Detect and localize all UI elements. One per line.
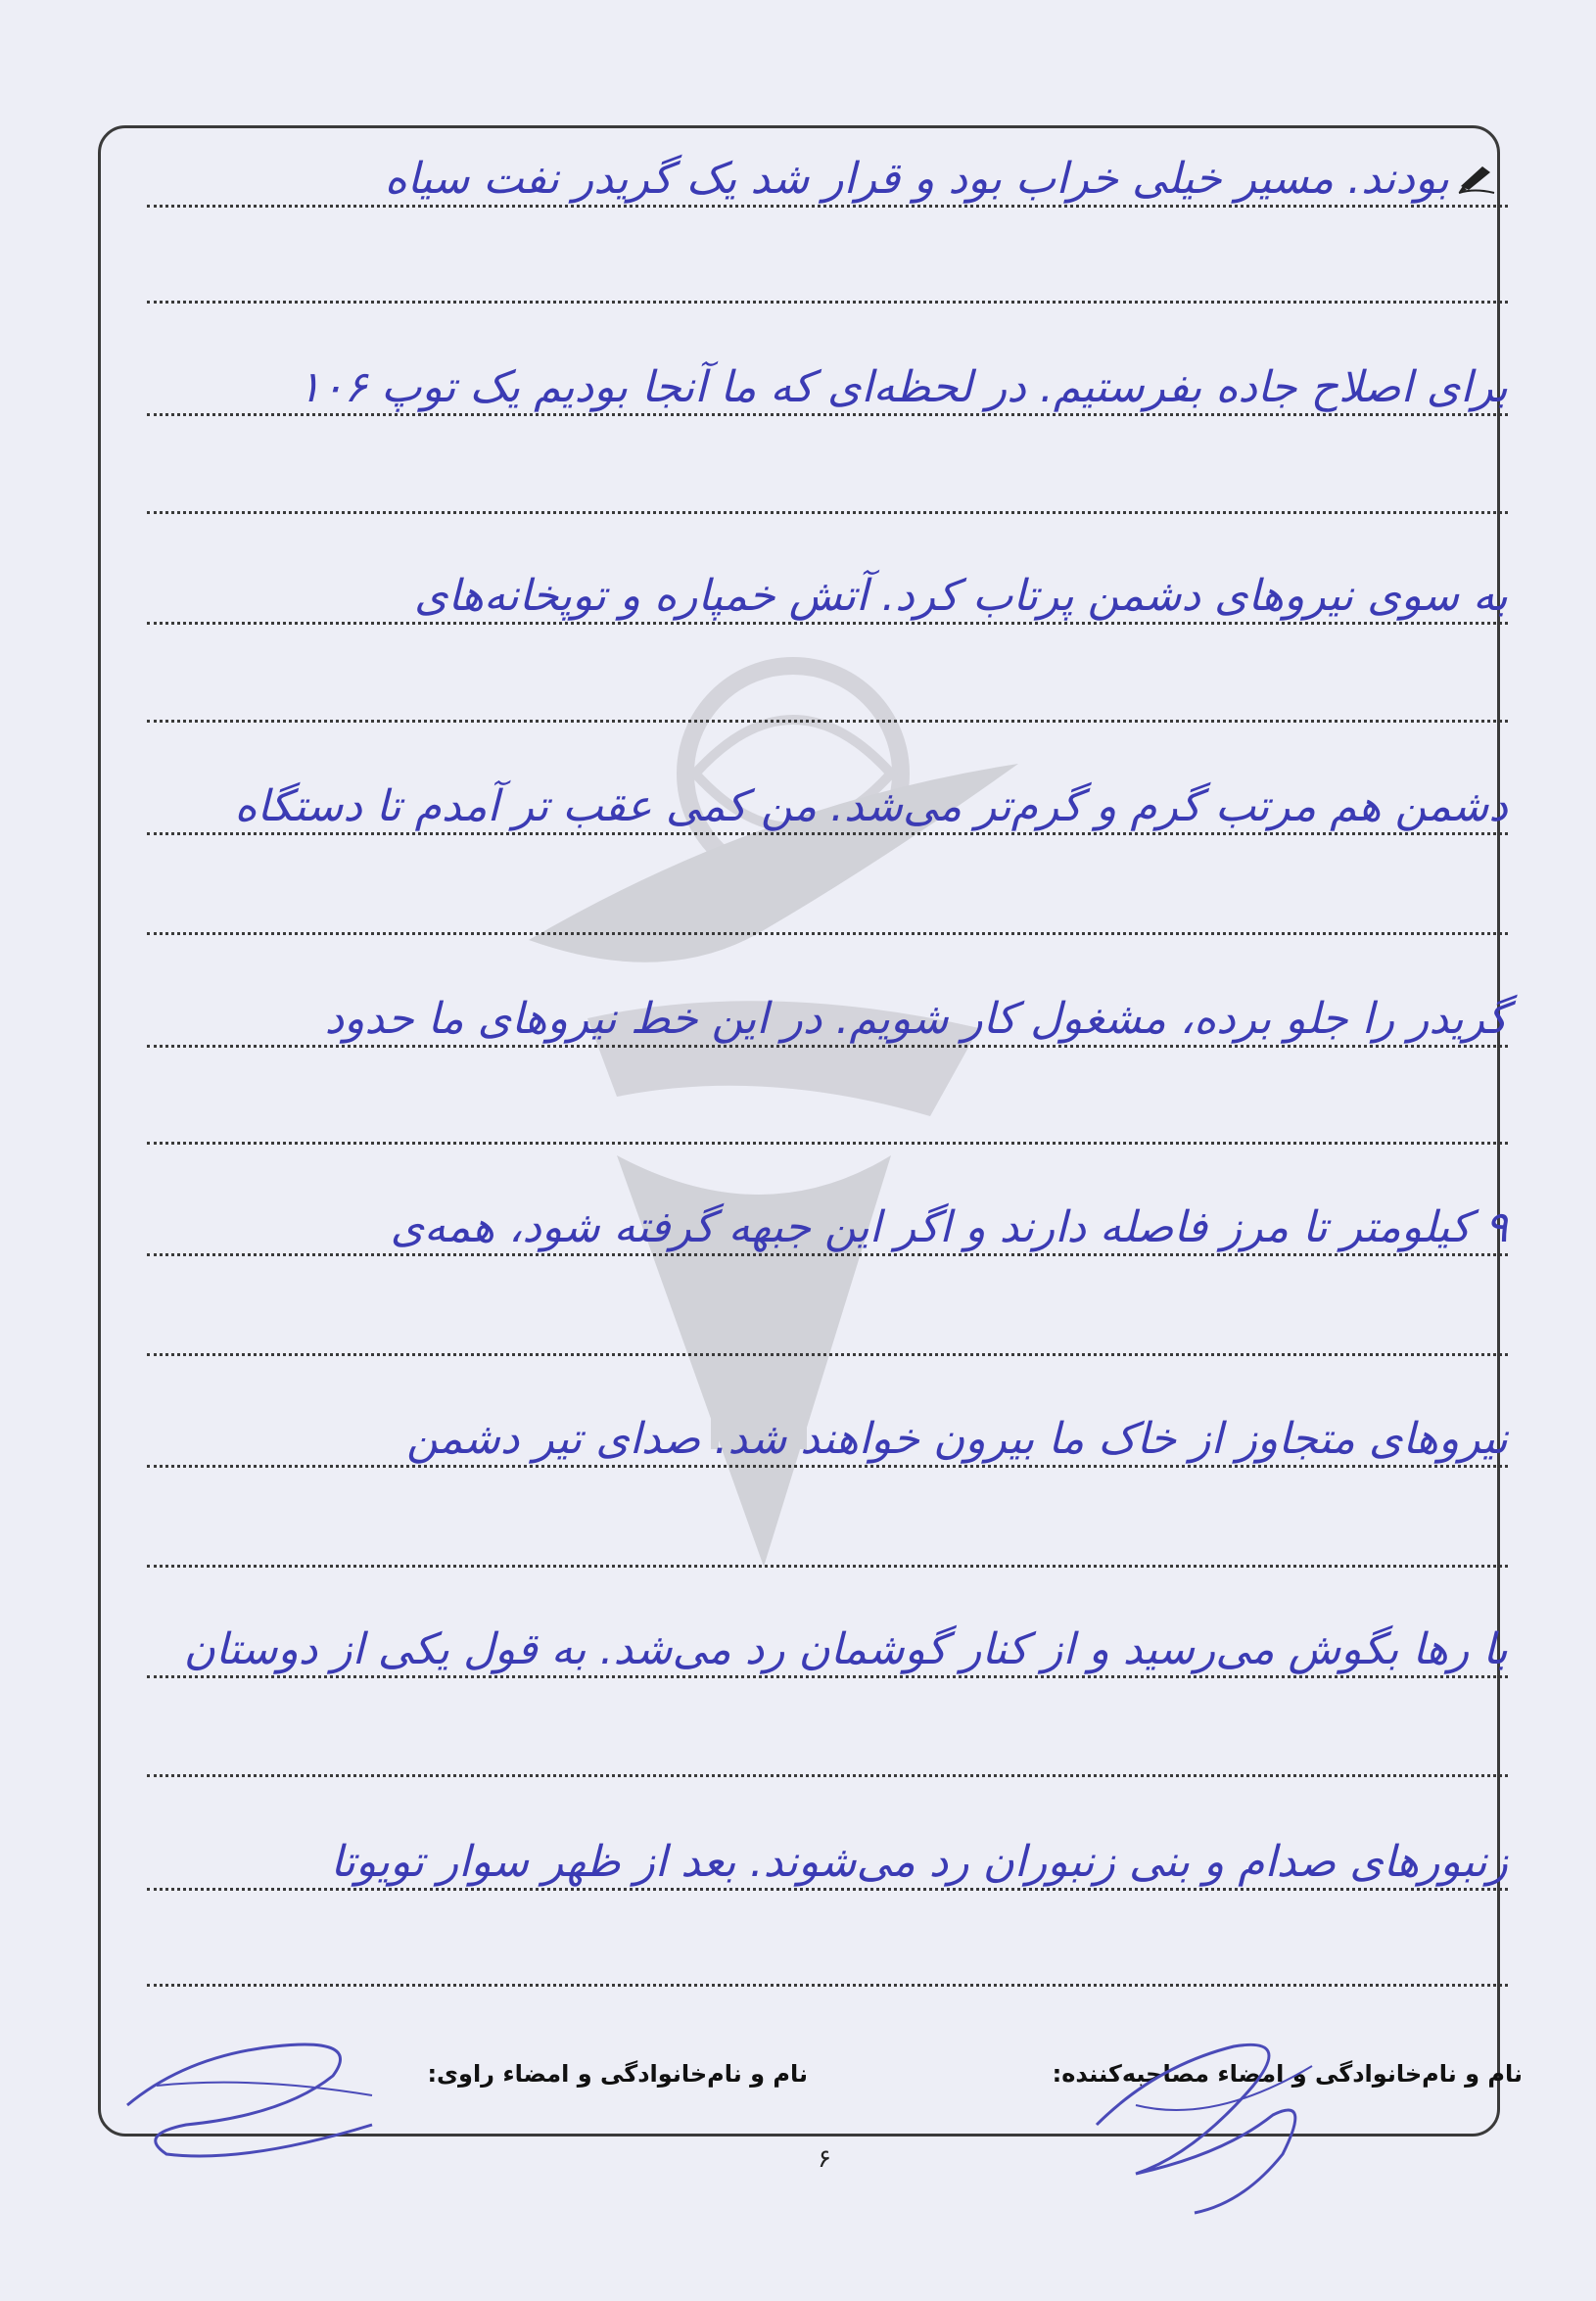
- handwritten-text: بودند. مسیر خیلی خراب بود و قرار شد یک گریدر نفت سیاه: [384, 154, 1449, 204]
- blank-line: [147, 511, 1508, 514]
- handwritten-text: دشمن هم مرتب گرم و گرم‌تر می‌شد. من کمی عقب تر آمدم تا دستگاه: [234, 781, 1508, 831]
- handwritten-text: به سوی نیروهای دشمن پرتاب کرد. آتش خمپاره و توپخانه‌های: [414, 571, 1508, 621]
- writing-line: [137, 969, 1508, 1057]
- handwritten-text: گریدر را جلو برده، مشغول کار شویم. در این خط نیروهای ما حدود: [324, 994, 1508, 1044]
- interviewer-signature-label: نام و نام‌خانوادگی و امضاء مصاحبه‌کننده:: [1052, 2060, 1523, 2088]
- narrator-signature-label: نام و نام‌خانوادگی و امضاء راوی:: [427, 2060, 808, 2088]
- blank-line: [147, 720, 1508, 723]
- writing-line: [137, 1812, 1508, 1901]
- handwritten-text: زنبورهای صدام و بنی زنبوران رد می‌شوند. بعد از ظهر سوار تویوتا: [330, 1837, 1508, 1887]
- blank-line: [147, 1774, 1508, 1777]
- writing-line: [137, 1600, 1508, 1688]
- blank-line: [147, 932, 1508, 935]
- writing-line: [137, 338, 1508, 426]
- writing-line: [137, 1389, 1508, 1478]
- blank-line: [147, 1565, 1508, 1568]
- narrator-signature: [108, 2017, 392, 2174]
- handwritten-text: با رها بگوش می‌رسید و از کنار گوشمان رد می‌شد. به قول یکی از دوستان: [183, 1624, 1508, 1674]
- interviewer-signature: [1077, 2007, 1332, 2223]
- writing-line: [137, 1178, 1508, 1266]
- handwritten-text: ۹ کیلومتر تا مرز فاصله دارند و اگر این جبهه گرفته شود، همه‌ی: [390, 1202, 1508, 1252]
- handwritten-text: برای اصلاح جاده بفرستیم. در لحظه‌ای که ما آنجا بودیم یک توپ ۱۰۶: [298, 362, 1508, 412]
- page-number: ۶: [818, 2144, 831, 2174]
- writing-line: [137, 757, 1508, 845]
- writing-line: [137, 546, 1508, 634]
- blank-line: [147, 1984, 1508, 1987]
- blank-line: [147, 1353, 1508, 1356]
- writing-line: [137, 129, 1508, 217]
- handwritten-text: نیروهای متجاوز از خاک ما بیرون خواهند شد. صدای تیر دشمن: [406, 1414, 1508, 1464]
- blank-line: [147, 1142, 1508, 1145]
- blank-line: [147, 301, 1508, 304]
